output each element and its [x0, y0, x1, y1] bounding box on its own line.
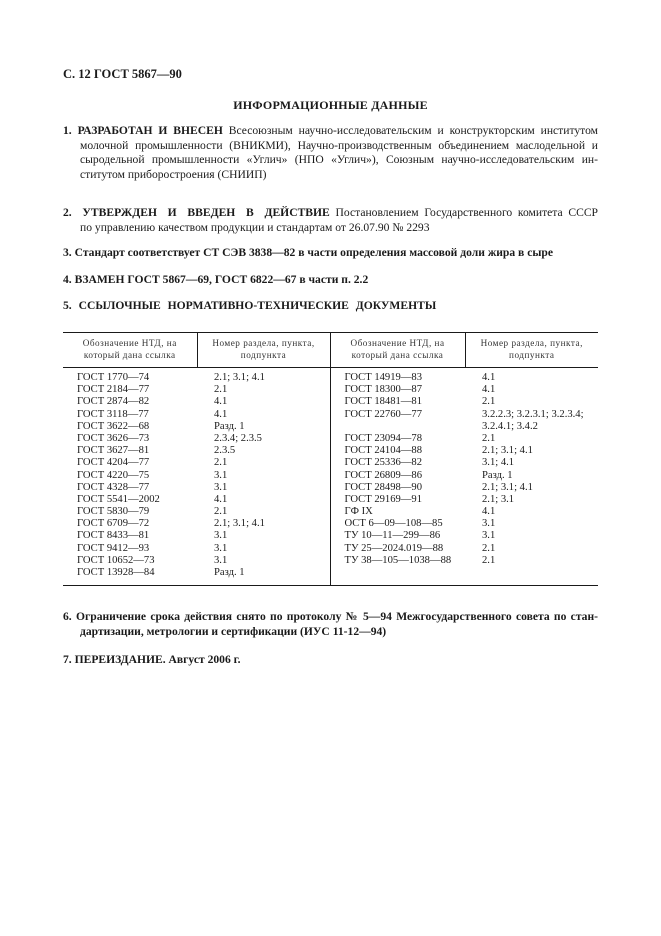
- section-cell: 2.1; 3.1; 4.1: [214, 372, 265, 383]
- doc-cell: ГФ IX: [344, 506, 373, 518]
- references-table: [63, 332, 598, 586]
- item-7-text: Август 2006 г.: [168, 653, 241, 666]
- section-cell: 2.1: [482, 554, 496, 566]
- doc-cell: ГОСТ 24104—88: [344, 445, 422, 457]
- section-cell: Разд. 1: [482, 469, 513, 481]
- item-2-line-1: Постановлением Государственного комитета СССР: [335, 206, 599, 219]
- section-cell: 4.1: [482, 384, 496, 396]
- section-cell: 3.1: [214, 530, 228, 542]
- doc-cell-spacer: [345, 421, 466, 433]
- section-cell: 2.1; 3.1; 4.1: [482, 481, 533, 493]
- section-cell: 3.1: [482, 530, 496, 542]
- section-cell: 4.1: [482, 372, 496, 383]
- doc-cell: ГОСТ 3627—81: [77, 445, 150, 457]
- section-cell: 2.1; 3.1; 4.1: [482, 445, 533, 457]
- section-cell: 4.1: [214, 493, 228, 505]
- right-doc-column: [330, 368, 465, 586]
- column-header-section-left: Номер раздела, пункта, подпункта: [197, 333, 330, 368]
- section-cell: 3.1: [214, 481, 228, 493]
- section-cell: 4.1: [214, 396, 228, 408]
- doc-cell: ГОСТ 4204—77: [77, 457, 150, 469]
- left-doc-column: [63, 368, 197, 586]
- doc-cell: ГОСТ 18481—81: [344, 396, 422, 408]
- doc-cell: ТУ 10—11—299—86: [344, 530, 441, 542]
- item-2: [63, 206, 598, 235]
- doc-cell: ОСТ 6—09—108—85: [344, 518, 443, 530]
- doc-cell: ГОСТ 14919—83: [344, 372, 422, 383]
- left-section-column: [197, 368, 330, 586]
- section-cell: 2.3.5: [214, 445, 236, 457]
- section-cell-continued: 3.2.4.1; 3.4.2: [482, 420, 538, 432]
- section-cell: 3.1; 4.1: [482, 457, 515, 469]
- doc-cell: ГОСТ 8433—81: [77, 530, 150, 542]
- doc-cell: ГОСТ 29169—91: [344, 493, 422, 505]
- section-cell: 3.1: [482, 518, 496, 530]
- item-1-lead: 1. РАЗРАБОТАН И ВНЕСЕН: [63, 124, 223, 137]
- item-6: [63, 610, 598, 639]
- item-7: [63, 653, 241, 668]
- section-cell: 2.1: [214, 384, 228, 396]
- section-cell: 3.2.2.3; 3.2.3.1; 3.2.3.4;: [482, 408, 584, 420]
- section-cell: 2.1: [482, 542, 496, 554]
- section-cell: 2.1: [214, 457, 228, 469]
- doc-cell: ГОСТ 1770—74: [77, 372, 150, 383]
- item-5: 5. ССЫЛОЧНЫЕ НОРМАТИВНО-ТЕХНИЧЕСКИЕ ДОКУМЕНТЫ: [63, 299, 437, 312]
- doc-cell: ГОСТ 18300—87: [344, 384, 422, 396]
- section-cell: 2.3.4; 2.3.5: [214, 432, 262, 444]
- section-cell: 3.1: [214, 469, 228, 481]
- doc-cell: ТУ 38—105—1038—88: [344, 554, 452, 566]
- doc-cell: ГОСТ 5830—79: [77, 506, 150, 518]
- doc-cell: ГОСТ 6709—72: [77, 518, 150, 530]
- column-header-section-right: Номер раздела, пункта, подпункта: [465, 333, 598, 368]
- section-cell: 2.1; 3.1; 4.1: [214, 518, 265, 530]
- doc-cell: ГОСТ 9412—93: [77, 542, 150, 554]
- doc-cell: ГОСТ 3626—73: [77, 432, 150, 444]
- item-2-line-2: по управлению качеством продукции и стандартам от 26.07.90 № 2293: [80, 220, 430, 234]
- section-cell: 2.1: [214, 506, 228, 518]
- item-7-lead: 7. ПЕРЕИЗДАНИЕ.: [63, 653, 166, 666]
- item-6-line-1: 6. Ограничение срока действия снято по протоколу № 5—94 Межгосударственного совета по стан-: [63, 610, 598, 623]
- item-1-line-1: Всесоюзным научно-исследовательским и конструкторским институтом: [228, 124, 598, 137]
- doc-cell: ГОСТ 25336—82: [344, 457, 422, 469]
- doc-cell: ГОСТ 5541—2002: [77, 493, 160, 505]
- item-1-line-2: молочной промышленности (ВНИКМИ), Научно-производственным объединением маслодельной и: [80, 138, 598, 152]
- section-cell: 2.1: [482, 432, 496, 444]
- section-cell: 3.1: [214, 542, 228, 554]
- column-header-doc-left: Обозначение НТД, на который дана ссылка: [63, 333, 197, 368]
- section-cell: 3.1: [214, 554, 228, 566]
- item-1: [63, 124, 598, 182]
- doc-cell: ГОСТ 2874—82: [77, 396, 150, 408]
- page-header: С. 12 ГОСТ 5867—90: [63, 67, 182, 81]
- section-cell: 2.1; 3.1: [482, 493, 515, 505]
- right-section-column: [465, 368, 598, 586]
- item-1-line-3: сыродельной промышленности «Углич» (НПО «Углич»), Союзным научно-исследовательским ин-: [80, 153, 598, 167]
- table-body-row: [63, 368, 598, 586]
- section-cell: 2.1: [482, 396, 496, 408]
- item-4: 4. ВЗАМЕН ГОСТ 5867—69, ГОСТ 6822—67 в части п. 2.2: [63, 273, 369, 286]
- doc-cell: ТУ 25—2024.019—88: [344, 542, 444, 554]
- doc-cell: ГОСТ 4220—75: [77, 469, 150, 481]
- doc-cell: ГОСТ 22760—77: [344, 408, 422, 420]
- section-cell: 4.1: [482, 506, 496, 518]
- section-cell: Разд. 1: [214, 420, 245, 432]
- doc-cell: ГОСТ 2184—77: [77, 384, 150, 396]
- section-cell: 4.1: [214, 408, 228, 420]
- item-2-lead: 2. УТВЕРЖДЕН И ВВЕДЕН В ДЕЙСТВИЕ: [63, 206, 330, 219]
- doc-cell: ГОСТ 3118—77: [77, 408, 149, 420]
- section-title: ИНФОРМАЦИОННЫЕ ДАННЫЕ: [233, 98, 428, 112]
- doc-cell: ГОСТ 4328—77: [77, 481, 150, 493]
- doc-cell: ГОСТ 26809—86: [344, 469, 422, 481]
- item-3: 3. Стандарт соответствует СТ СЭВ 3838—82 в части определения массовой доли жира в сыре: [63, 246, 553, 259]
- column-header-doc-right: Обозначение НТД, на который дана ссылка: [330, 333, 465, 368]
- doc-cell: ГОСТ 23094—78: [344, 432, 422, 444]
- doc-cell: ГОСТ 28498—90: [344, 481, 422, 493]
- item-6-line-2: дартизации, метрологии и сертификации (ИУС 11-12—94): [80, 624, 387, 638]
- section-cell: Разд. 1: [214, 567, 245, 578]
- doc-cell: ГОСТ 10652—73: [77, 554, 155, 566]
- doc-cell: ГОСТ 3622—68: [77, 420, 150, 432]
- item-1-line-4: ститутом приборостроения (СНИИП): [80, 167, 267, 181]
- doc-cell: ГОСТ 13928—84: [77, 567, 155, 578]
- table-header-row: [63, 333, 598, 368]
